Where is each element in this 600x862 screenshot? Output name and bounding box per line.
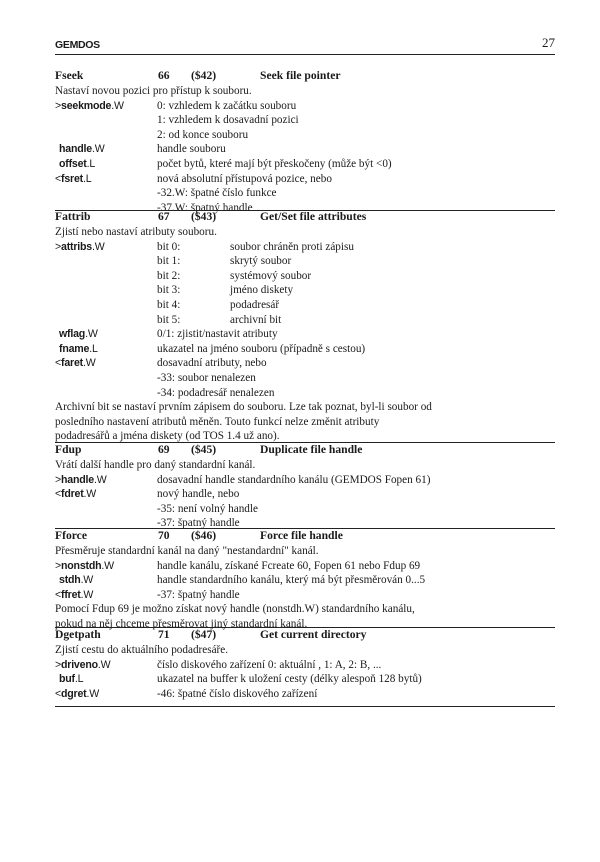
param-text: ukazatel na buffer k uložení cesty (délky alespoň 128 bytů): [157, 673, 422, 686]
param-text: číslo diskového zařízení 0: aktuální , 1: A, 2: B, ...: [157, 658, 382, 671]
param-text: -34: podadresář nenalezen: [157, 386, 275, 399]
param-row: [55, 386, 555, 401]
param-row: [55, 356, 555, 371]
param-identifier: fname: [59, 342, 90, 355]
section-note: podadresářů a jména diskety (od TOS 1.4 už ano).: [55, 430, 280, 443]
param-size: .W: [80, 574, 94, 587]
function-description: Duplicate file handle: [260, 443, 363, 456]
param-row: [55, 342, 555, 357]
param-size: .W: [93, 473, 107, 486]
section-fdup: [55, 443, 555, 531]
param-row: [55, 99, 555, 114]
param-direction: >: [55, 99, 61, 112]
param-text: bit 3:: [157, 284, 181, 297]
param-text: 0: vzhledem k začátku souboru: [157, 99, 297, 112]
param-row: [55, 672, 555, 687]
param-text: nový handle, nebo: [157, 488, 240, 501]
param-direction: >: [55, 473, 61, 486]
param-name: [55, 687, 99, 702]
param-name: [55, 588, 93, 603]
param-size: .L: [89, 342, 98, 355]
param-text: -37: špatný handle: [157, 588, 240, 601]
param-identifier: offset: [59, 157, 87, 170]
param-size: .W: [91, 143, 105, 156]
section-fattrib: [55, 210, 555, 444]
param-text: -37: špatný handle: [157, 517, 240, 530]
param-row: [55, 588, 555, 603]
param-name: [55, 487, 96, 502]
param-name: [55, 99, 124, 114]
param-size: .W: [83, 488, 97, 501]
param-text: dosavadní atributy, nebo: [157, 357, 267, 370]
param-text: bit 5:: [157, 313, 181, 326]
section-fseek: [55, 69, 555, 215]
param-row: [55, 113, 555, 128]
param-text: ukazatel na jméno souboru (případně s cestou): [157, 342, 366, 355]
param-identifier: fsret: [61, 172, 83, 185]
function-title: [55, 69, 555, 84]
param-text: dosavadní handle standardního kanálu (GEMDOS Fopen 61): [157, 473, 431, 486]
param-identifier: handle: [61, 473, 94, 486]
param-text: bit 4:: [157, 298, 181, 311]
function-name: Fseek: [55, 69, 84, 82]
function-hex: ($43): [191, 210, 217, 223]
section-note: Pomocí Fdup 69 je možno získat nový handle (nonstdh.W) standardního kanálu,: [55, 603, 415, 616]
function-name: Fattrib: [55, 210, 91, 223]
param-text: handle souboru: [157, 143, 226, 156]
param-text: -33: soubor nenalezen: [157, 371, 256, 384]
function-hex: ($42): [191, 69, 217, 82]
param-identifier: seekmode: [61, 99, 112, 112]
function-summary: Zjistí cestu do aktuálního podadresáře.: [55, 644, 229, 656]
param-row: [55, 128, 555, 143]
param-size: .W: [101, 559, 114, 572]
param-row: [55, 186, 555, 201]
function-description: Get current directory: [260, 628, 367, 641]
param-text: bit 2:: [157, 269, 181, 282]
function-title: [55, 628, 555, 643]
param-size: .W: [111, 99, 124, 112]
function-number: 67: [158, 210, 170, 223]
param-identifier: nonstdh: [61, 559, 102, 572]
param-name: [55, 559, 114, 574]
param-size: .L: [86, 157, 96, 170]
function-summary: Zjistí nebo nastaví atributy souboru.: [55, 226, 217, 238]
param-name: [59, 142, 105, 157]
function-number: 70: [158, 529, 170, 542]
function-hex: ($47): [191, 628, 217, 641]
param-identifier: faret: [61, 357, 83, 370]
param-row: [55, 283, 555, 298]
param-row: [55, 573, 555, 588]
section-note: posledního nastavení atributů měněn. Touto funkcí nelze změnit atributy: [55, 415, 380, 428]
param-text: -46: špatné číslo diskového zařízení: [157, 687, 318, 700]
param-name: [59, 342, 98, 357]
param-direction: >: [55, 559, 61, 572]
function-title: [55, 443, 555, 458]
param-name: [55, 240, 105, 255]
param-direction: >: [55, 240, 61, 253]
param-row: [55, 473, 555, 488]
param-row: [55, 142, 555, 157]
function-hex: ($46): [191, 529, 217, 542]
function-name: Fdup: [55, 443, 82, 456]
param-name: [59, 573, 93, 588]
function-hex: ($45): [191, 443, 217, 456]
section-note: Archivní bit se nastaví prvním zápisem do souboru. Lze tak poznat, byl-li soubor od: [55, 401, 432, 414]
param-detail: podadresář: [230, 298, 280, 311]
param-text: nová absolutní přístupová pozice, nebo: [157, 172, 332, 185]
function-title: [55, 210, 555, 225]
param-name: [55, 473, 107, 488]
param-text: 0/1: zjistit/nastavit atributy: [157, 328, 278, 341]
function-title: [55, 529, 555, 544]
param-text: -37.W: špatný handle: [157, 201, 253, 214]
running-head: GEMDOS: [55, 39, 100, 51]
param-row: [55, 254, 555, 269]
param-text: handle standardního kanálu, který má být přesměrován 0...5: [157, 574, 426, 587]
param-direction: <: [55, 172, 61, 185]
param-identifier: driveno: [61, 658, 98, 671]
function-summary: Vrátí další handle pro daný standardní kanál.: [55, 459, 256, 471]
param-row: [55, 240, 555, 255]
function-description: Get/Set file attributes: [260, 210, 367, 223]
param-direction: >: [55, 658, 61, 671]
param-text: počet bytů, které mají být přeskočeny (může být <0): [157, 157, 392, 170]
section-rule: [55, 210, 555, 211]
param-identifier: buf: [59, 673, 75, 686]
param-name: [59, 327, 98, 342]
param-row: [55, 658, 555, 673]
param-size: .W: [86, 687, 100, 700]
param-text: 2: od konce souboru: [157, 128, 249, 141]
param-size: .L: [74, 673, 84, 686]
param-detail: systémový soubor: [230, 269, 312, 282]
param-identifier: handle: [59, 143, 92, 156]
section-rule: [55, 627, 555, 628]
param-identifier: dgret: [61, 687, 87, 700]
param-name: [55, 658, 110, 673]
param-text: -32.W: špatné číslo funkce: [157, 187, 277, 200]
param-size: .W: [85, 328, 98, 341]
param-identifier: wflag: [59, 328, 86, 341]
page-header: [55, 35, 555, 55]
param-row: [55, 298, 555, 313]
function-summary: Nastaví novou pozici pro přístup k souboru.: [55, 85, 252, 97]
function-number: 71: [158, 628, 170, 641]
param-row: [55, 502, 555, 517]
param-row: [55, 313, 555, 328]
param-identifier: fdret: [61, 488, 84, 501]
function-summary: Přesměruje standardní kanál na daný "nestandardní" kanál.: [55, 545, 319, 557]
param-detail: skrytý soubor: [230, 255, 292, 268]
param-text: 1: vzhledem k dosavadní pozici: [157, 114, 299, 127]
section-rule: [55, 706, 555, 707]
function-description: Seek file pointer: [260, 69, 341, 82]
param-detail: jméno diskety: [230, 284, 294, 297]
param-identifier: attribs: [61, 240, 92, 253]
section-rule: [55, 442, 555, 443]
param-name: [59, 672, 83, 687]
section-dgetpath: [55, 628, 555, 701]
param-text: bit 0:: [157, 240, 181, 253]
param-name: [59, 157, 95, 172]
param-size: .W: [97, 658, 111, 671]
page-number: 27: [542, 35, 555, 50]
param-size: .W: [82, 357, 96, 370]
param-row: [55, 172, 555, 187]
function-description: Force file handle: [260, 529, 343, 542]
param-text: handle kanálu, získané Fcreate 60, Fopen 61 nebo Fdup 69: [157, 559, 421, 572]
function-number: 66: [158, 69, 170, 82]
param-row: [55, 559, 555, 574]
param-text: bit 1:: [157, 255, 181, 268]
param-row: [55, 371, 555, 386]
function-name: Dgetpath: [55, 628, 101, 641]
param-identifier: stdh: [59, 574, 81, 587]
function-name: Fforce: [55, 529, 87, 542]
section-note: pokud na něj chceme přesměrovat jiný standardní kanál.: [55, 617, 308, 630]
param-row: [55, 487, 555, 502]
param-direction: <: [55, 588, 61, 601]
param-row: [55, 327, 555, 342]
param-direction: <: [55, 488, 61, 501]
param-size: .W: [91, 240, 105, 253]
param-text: -35: není volný handle: [157, 502, 258, 515]
param-direction: <: [55, 687, 61, 700]
param-detail: soubor chráněn proti zápisu: [230, 240, 354, 253]
param-row: [55, 687, 555, 702]
param-name: [55, 356, 96, 371]
param-identifier: ffret: [61, 588, 81, 601]
section-fforce: [55, 529, 555, 632]
section-rule: [55, 528, 555, 529]
param-detail: archivní bit: [230, 313, 282, 326]
param-row: [55, 157, 555, 172]
function-number: 69: [158, 443, 170, 456]
param-size: .W: [80, 588, 94, 601]
param-size: .L: [82, 172, 92, 185]
param-name: [55, 172, 91, 187]
param-row: [55, 269, 555, 284]
param-direction: <: [55, 357, 61, 370]
